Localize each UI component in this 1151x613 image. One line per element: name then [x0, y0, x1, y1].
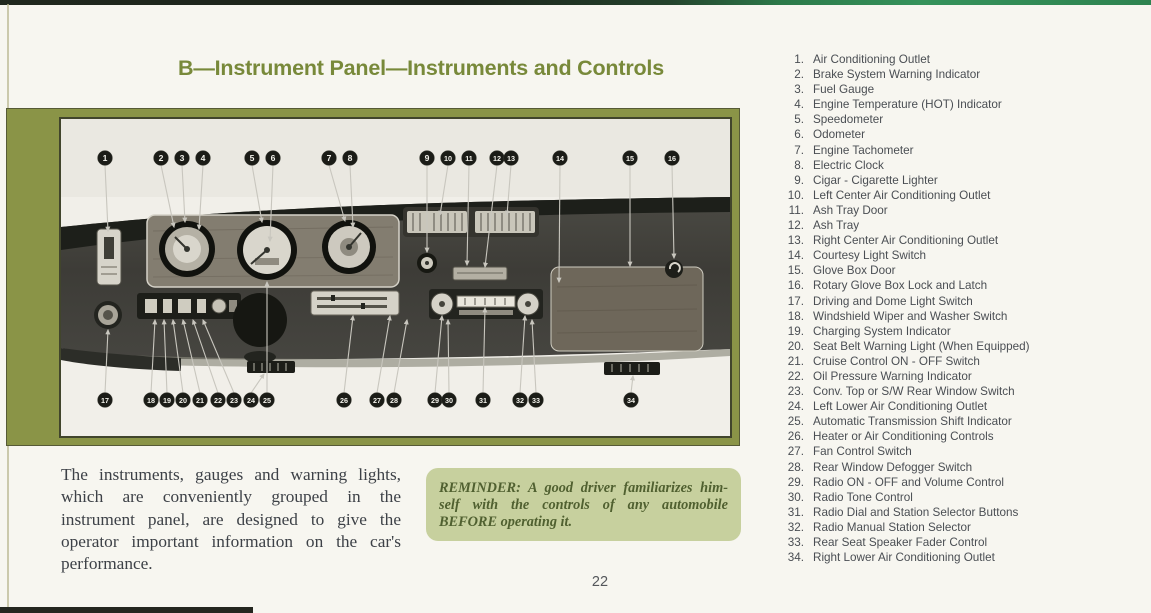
svg-text:4: 4: [200, 153, 206, 163]
tachometer-clock: [322, 220, 376, 274]
legend-number: 10.: [787, 188, 804, 202]
svg-text:29: 29: [431, 396, 439, 405]
station-selector-buttons: [459, 310, 513, 315]
legend-label: Odometer: [813, 128, 865, 142]
svg-text:22: 22: [214, 396, 222, 405]
reminder-line: BEFORE operating it.: [439, 513, 573, 530]
legend-item: [781, 112, 1141, 127]
legend-item: [781, 339, 1141, 354]
svg-text:13: 13: [507, 154, 515, 163]
legend-number: 1.: [794, 53, 804, 66]
legend-item: [781, 309, 1141, 324]
legend-number: 31.: [787, 505, 804, 519]
legend-item: [781, 82, 1141, 97]
legend-item: [781, 475, 1141, 490]
legend-number: 30.: [787, 490, 804, 504]
legend-item: [781, 460, 1141, 475]
legend-label: Radio Manual Station Selector: [813, 520, 971, 534]
svg-text:30: 30: [445, 396, 453, 405]
legend-number: 18.: [787, 309, 804, 323]
legend-item: [781, 399, 1141, 414]
legend-label: Glove Box Door: [813, 264, 896, 278]
svg-text:21: 21: [196, 396, 204, 405]
legend-label: Ash Tray Door: [813, 203, 888, 217]
svg-text:1: 1: [102, 153, 108, 163]
legend-label: Right Center Air Conditioning Outlet: [813, 234, 999, 248]
svg-text:19: 19: [163, 396, 171, 405]
legend-label: Brake System Warning Indicator: [813, 68, 981, 82]
cigarette-lighter: [417, 253, 437, 273]
svg-text:26: 26: [340, 396, 348, 405]
legend-item: [781, 354, 1141, 369]
legend-number: 9.: [794, 173, 804, 187]
legend-number: 24.: [787, 400, 804, 414]
legend-number: 34.: [787, 551, 804, 565]
heater-controls: [311, 291, 399, 315]
svg-text:17: 17: [101, 396, 109, 405]
legend-number: 3.: [794, 83, 804, 97]
svg-text:7: 7: [326, 153, 332, 163]
ash-tray: [453, 267, 507, 280]
legend-label: Cruise Control ON - OFF Switch: [813, 354, 980, 368]
svg-text:12: 12: [493, 154, 501, 163]
svg-text:31: 31: [479, 396, 487, 405]
svg-text:14: 14: [556, 154, 564, 163]
legend-item: [781, 173, 1141, 188]
legend-item: [781, 143, 1141, 158]
top-edge-strip: [0, 0, 1151, 5]
page-number: 22: [591, 574, 609, 590]
legend-number: 28.: [787, 460, 804, 474]
center-ac-outlets: [403, 207, 539, 237]
legend-item: [781, 324, 1141, 339]
svg-text:10: 10: [444, 154, 452, 163]
speedometer: [237, 220, 297, 280]
svg-text:11: 11: [465, 154, 473, 163]
svg-text:2: 2: [158, 153, 164, 163]
legend-label: Radio ON - OFF and Volume Control: [813, 475, 1004, 489]
legend-label: Electric Clock: [813, 158, 884, 172]
legend-label: Left Lower Air Conditioning Outlet: [813, 400, 988, 414]
legend-label: Cigar - Cigarette Lighter: [813, 173, 938, 187]
svg-text:33: 33: [532, 396, 540, 405]
legend-label: Radio Tone Control: [813, 490, 913, 504]
svg-text:34: 34: [627, 396, 635, 405]
svg-text:5: 5: [249, 153, 255, 163]
legend-label: Courtesy Light Switch: [813, 249, 927, 263]
left-ac-outlet: [97, 229, 121, 285]
page-title: B—Instrument Panel—Instruments and Controls: [178, 56, 664, 80]
legend-label: Ash Tray: [813, 219, 860, 233]
legend-item: [781, 505, 1141, 520]
legend-number: 16.: [787, 279, 804, 293]
legend-item: [781, 67, 1141, 82]
legend-item: [781, 248, 1141, 263]
legend-number: 23.: [787, 385, 804, 399]
svg-text:6: 6: [270, 153, 276, 163]
legend-label: Driving and Dome Light Switch: [813, 294, 973, 308]
legend-number: 7.: [794, 143, 804, 157]
legend-label: Speedometer: [813, 113, 884, 127]
legend-number: 12.: [787, 219, 804, 233]
legend-item: [781, 384, 1141, 399]
legend-label: Oil Pressure Warning Indicator: [813, 369, 972, 383]
svg-text:25: 25: [263, 396, 271, 405]
legend-item: [781, 158, 1141, 173]
legend-item: [781, 218, 1141, 233]
legend-number: 27.: [787, 445, 804, 459]
legend-item: [781, 429, 1141, 444]
headlight-switch-knob: [94, 301, 122, 329]
legend-number: 32.: [787, 520, 804, 534]
reminder-line: REMINDER: A good driver familiarizes him-: [439, 480, 728, 496]
legend-number: 5.: [794, 113, 804, 127]
legend-number: 6.: [794, 128, 804, 142]
legend-number: 2.: [794, 68, 804, 82]
legend-number: 4.: [794, 98, 804, 112]
legend-number: 11.: [788, 203, 804, 217]
switch-strip: [137, 293, 241, 319]
legend-number: 8.: [794, 158, 804, 172]
svg-text:28: 28: [390, 396, 398, 405]
figure-inner: [59, 117, 732, 438]
odometer: [255, 258, 279, 265]
radio-dial: [457, 296, 515, 307]
legend-item: [781, 550, 1141, 565]
legend-label: Radio Dial and Station Selector Buttons: [813, 505, 1019, 519]
legend-item: [781, 188, 1141, 203]
svg-text:32: 32: [516, 396, 524, 405]
legend-item: [781, 444, 1141, 459]
legend-item: [781, 278, 1141, 293]
legend-number: 15.: [787, 264, 804, 278]
dashboard-illustration: [61, 119, 730, 436]
legend-number: 25.: [787, 415, 804, 429]
svg-text:20: 20: [179, 396, 187, 405]
legend-number: 13.: [787, 234, 804, 248]
body-paragraph: The instruments, gauges and warning lights, which are conveniently grouped in the instrument panel, are designed to give the operator important information on the car's performance.: [61, 465, 401, 574]
svg-text:8: 8: [347, 153, 353, 163]
legend-item: [781, 369, 1141, 384]
legend-number: 33.: [787, 536, 804, 549]
reminder-line: self with the controls of any automobile: [439, 496, 728, 513]
legend-label: Left Center Air Conditioning Outlet: [813, 188, 991, 202]
legend-list: [781, 52, 1141, 565]
legend-number: 19.: [787, 324, 804, 338]
legend-number: 21.: [787, 354, 804, 368]
svg-text:9: 9: [424, 153, 430, 163]
legend-number: 22.: [787, 369, 804, 383]
legend-item: [781, 233, 1141, 248]
legend-item: [781, 520, 1141, 535]
glove-box: [551, 260, 703, 351]
legend-label: Rotary Glove Box Lock and Latch: [813, 279, 988, 293]
svg-text:23: 23: [230, 396, 238, 405]
fuel-gauge: [159, 221, 215, 277]
radio: [429, 289, 543, 319]
legend-label: Rear Window Defogger Switch: [813, 460, 973, 474]
reminder-box: [426, 468, 741, 541]
legend-label: Automatic Transmission Shift Indicator: [813, 415, 1012, 429]
legend-number: 14.: [787, 249, 804, 263]
svg-text:24: 24: [247, 396, 255, 405]
figure-frame: [6, 108, 740, 446]
legend-item: [781, 294, 1141, 309]
legend-label: Heater or Air Conditioning Controls: [813, 430, 994, 444]
legend-label: Conv. Top or S/W Rear Window Switch: [813, 385, 1015, 399]
legend-item: [781, 52, 1141, 67]
svg-text:16: 16: [668, 154, 676, 163]
bottom-edge-strip: [0, 607, 253, 613]
legend-item: [781, 414, 1141, 429]
legend-item: [781, 263, 1141, 278]
svg-text:18: 18: [147, 396, 155, 405]
legend-item: [781, 535, 1141, 550]
legend-label: Air Conditioning Outlet: [813, 53, 930, 66]
legend-label: Fuel Gauge: [813, 83, 875, 97]
legend-label: Engine Temperature (HOT) Indicator: [813, 98, 1002, 112]
legend-label: Charging System Indicator: [813, 324, 951, 338]
svg-text:15: 15: [626, 154, 634, 163]
legend-label: Seat Belt Warning Light (When Equipped): [813, 339, 1030, 353]
legend-label: Windshield Wiper and Washer Switch: [813, 309, 1008, 323]
legend-label: Right Lower Air Conditioning Outlet: [813, 551, 995, 565]
legend-number: 29.: [787, 475, 804, 489]
legend-item: [781, 127, 1141, 142]
legend-number: 20.: [787, 339, 804, 353]
legend-item: [781, 203, 1141, 218]
legend-number: 26.: [787, 430, 804, 444]
legend-item: [781, 490, 1141, 505]
svg-text:3: 3: [179, 153, 185, 163]
legend-item: [781, 97, 1141, 112]
legend-label: Rear Seat Speaker Fader Control: [813, 536, 988, 549]
legend-number: 17.: [787, 294, 804, 308]
legend-label: Engine Tachometer: [813, 143, 914, 157]
svg-text:27: 27: [373, 396, 381, 405]
legend-label: Fan Control Switch: [813, 445, 912, 459]
